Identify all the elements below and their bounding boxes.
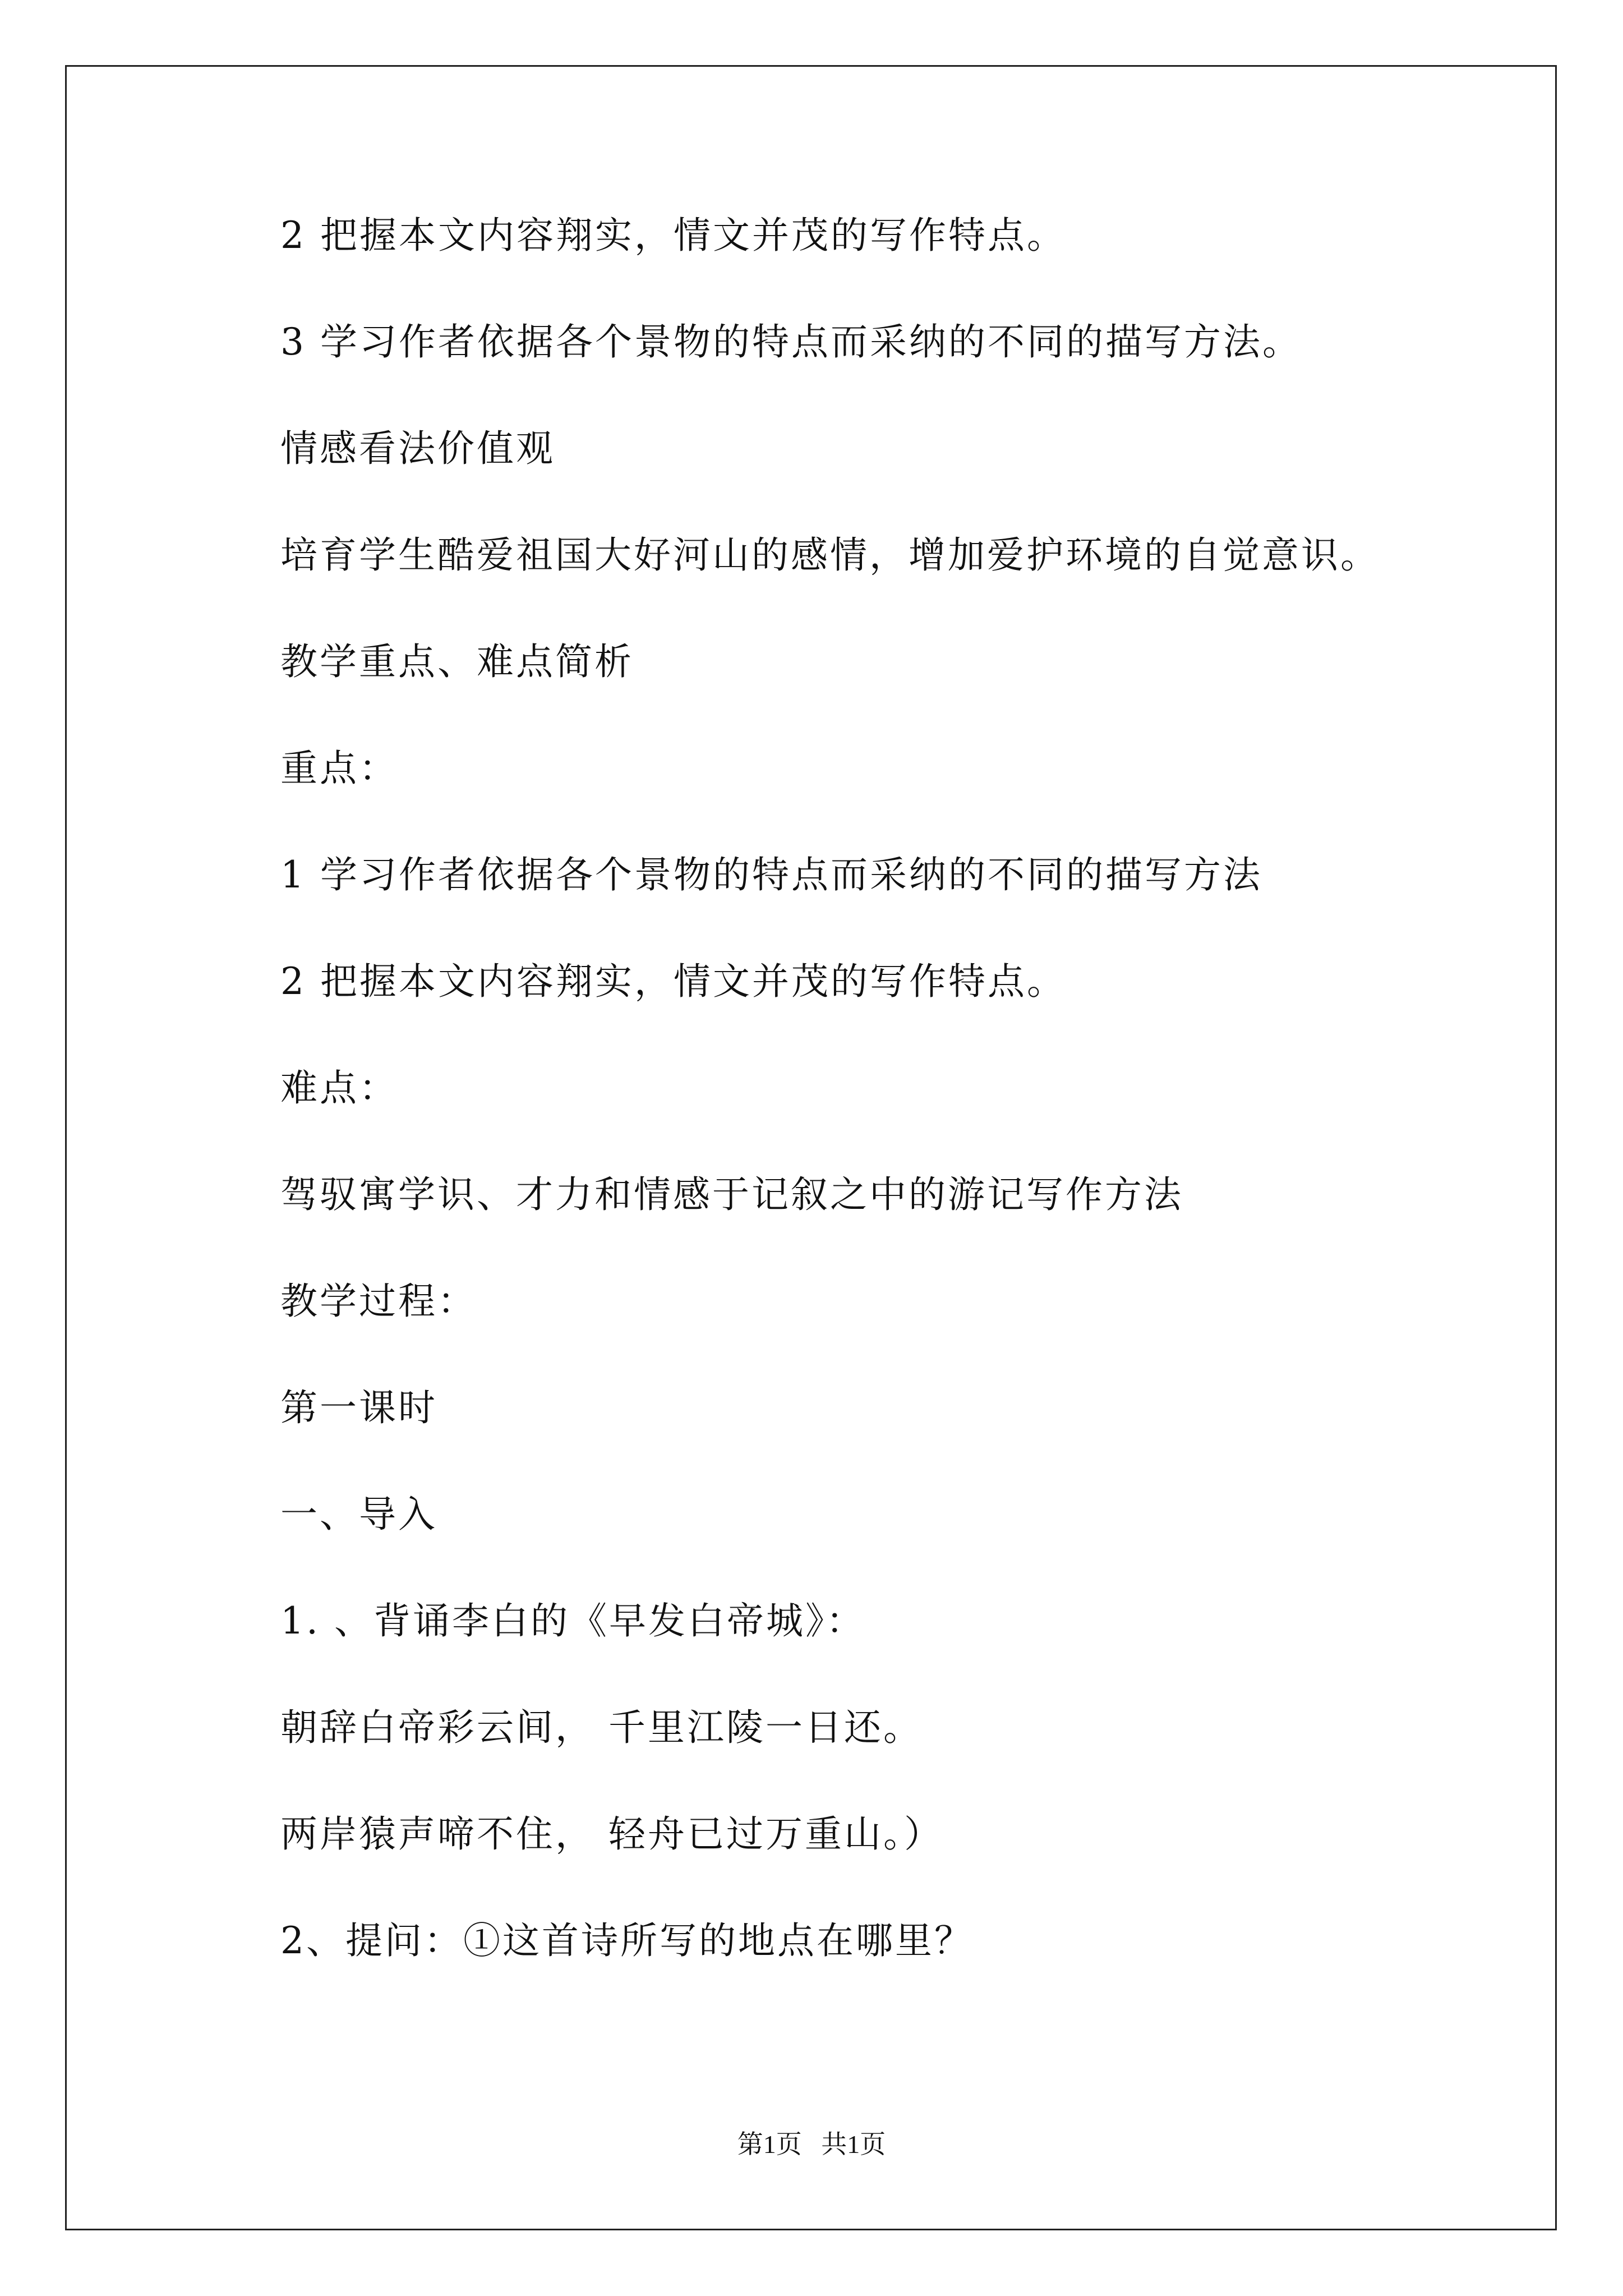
section-heading: 第一课时 [280, 1386, 437, 1429]
page-footer: 第1页 共1页 [737, 2130, 886, 2159]
section-heading: 教学重点、难点简析 [280, 640, 634, 683]
text-line: 驾驭寓学识、才力和情感于记叙之中的游记写作方法 [280, 1173, 1183, 1216]
section-heading: 一、导入 [280, 1493, 437, 1536]
poem-line: 朝辞白帝彩云间， 千里江陵一日还。 [280, 1706, 923, 1749]
section-heading: 教学过程： [280, 1280, 477, 1323]
text-line: 2 把握本文内容翔实，情文并茂的写作特点。 [280, 214, 1066, 257]
section-heading: 情感看法价值观 [280, 427, 555, 470]
text-line: 2、提问：①这首诗所写的地点在哪里？ [280, 1919, 974, 1962]
text-line: 2 把握本文内容翔实，情文并茂的写作特点。 [280, 960, 1066, 1003]
text-line: 1 学习作者依据各个景物的特点而采纳的不同的描写方法 [280, 853, 1262, 896]
poem-line: 两岸猿声啼不住， 轻舟已过万重山。） [280, 1812, 943, 1856]
text-line: 培育学生酷爱祖国大好河山的感情，增加爱护环境的自觉意识。 [280, 533, 1380, 577]
text-line: 3 学习作者依据各个景物的特点而采纳的不同的描写方法。 [280, 320, 1302, 364]
section-heading: 重点： [280, 747, 398, 790]
section-heading: 难点： [280, 1066, 398, 1110]
page-border [65, 65, 1557, 2230]
text-line: 1. 、背诵李白的《早发白帝城》： [280, 1599, 865, 1642]
